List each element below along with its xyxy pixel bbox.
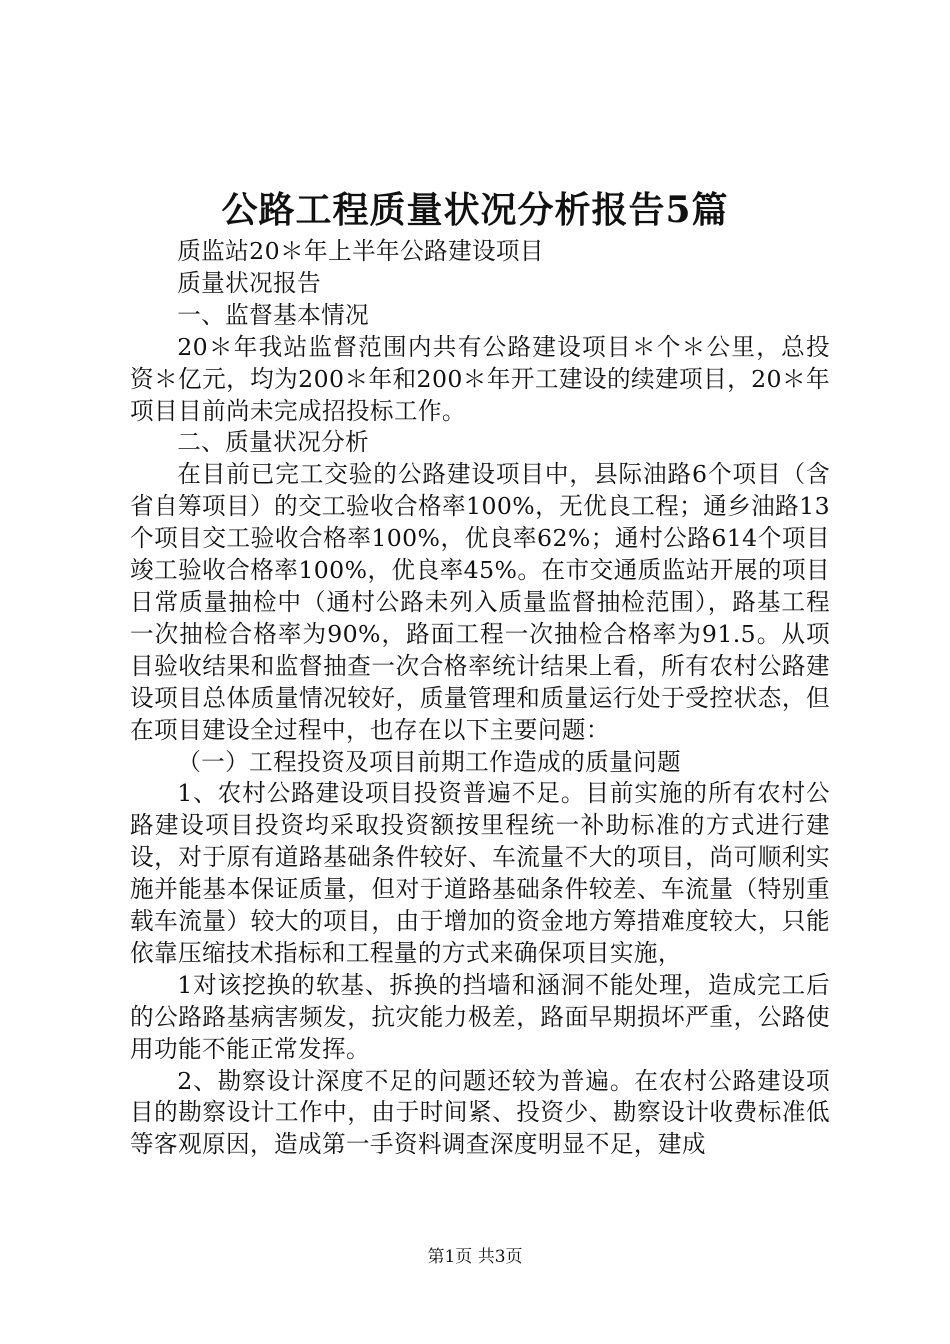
paragraph-investment-1: 1、农村公路建设项目投资普遍不足。目前实施的所有农村公路建设项目投资均采取投资额按里程统一补助标准的方式进行建设，对于原有道路基础条件较好、车流量不大的项目，尚可顺利实施并能基本保证质量，但对于道路基础条件较差、车流量（特别重载车流量）较大的项目，由于增加的资金地方筹措难度较大，只能依靠压缩技术指标和工程量的方式来确保项目实施，: [130, 779, 830, 967]
document-body: [130, 236, 830, 1161]
paragraph-subtitle-2: 质量状况报告: [177, 268, 322, 297]
paragraph-supervision: 20＊年我站监督范围内共有公路建设项目＊个＊公里，总投资＊亿元，均为200＊年和200＊年开工建设的续建项目，20＊年项目目前尚未完成招投标工作。: [130, 332, 830, 425]
paragraph-subtitle-1: 质监站20＊年上半年公路建设项目: [177, 237, 544, 265]
section-heading-supervision: 一、监督基本情况: [177, 300, 370, 329]
paragraph-investment-1-detail: 1对该挖换的软基、拆换的挡墙和涵洞不能处理，造成完工后的公路路基病害频发，抗灾能力极差，路面早期损坏严重，公路使用功能不能正常发挥。: [130, 970, 830, 1063]
section-heading-quality-analysis: 二、质量状况分析: [177, 428, 370, 457]
subsection-heading-investment: （一）工程投资及项目前期工作造成的质量问题: [177, 747, 682, 776]
page-footer: 第1页 共3页: [427, 1247, 523, 1267]
paragraph-quality-analysis: 在目前已完工交验的公路建设项目中，县际油路6个项目（含省自筹项目）的交工验收合格率100%，无优良工程；通乡油路13个项目交工验收合格率100%，优良率62%；通村公路614个项目竣工验收合格率100%，优良率45%。在市交通质监站开展的项目日常质量抽检中（通村公路未列入质量监督抽检范围），路基工程一次抽检合格率为90%，路面工程一次抽检合格率为91.5。从项目验收结果和监督抽查一次合格率统计结果上看，所有农村公路建设项目总体质量情况较好，质量管理和质量运行处于受控状态，但在项目建设全过程中，也存在以下主要问题：: [130, 460, 830, 744]
paragraph-survey-design: 2、勘察设计深度不足的问题还较为普遍。在农村公路建设项目的勘察设计工作中，由于时间紧、投资少、勘察设计收费标准低等客观原因，造成第一手资料调查深度明显不足，建成: [130, 1066, 830, 1159]
document-title: 公路工程质量状况分析报告5篇: [221, 189, 729, 231]
